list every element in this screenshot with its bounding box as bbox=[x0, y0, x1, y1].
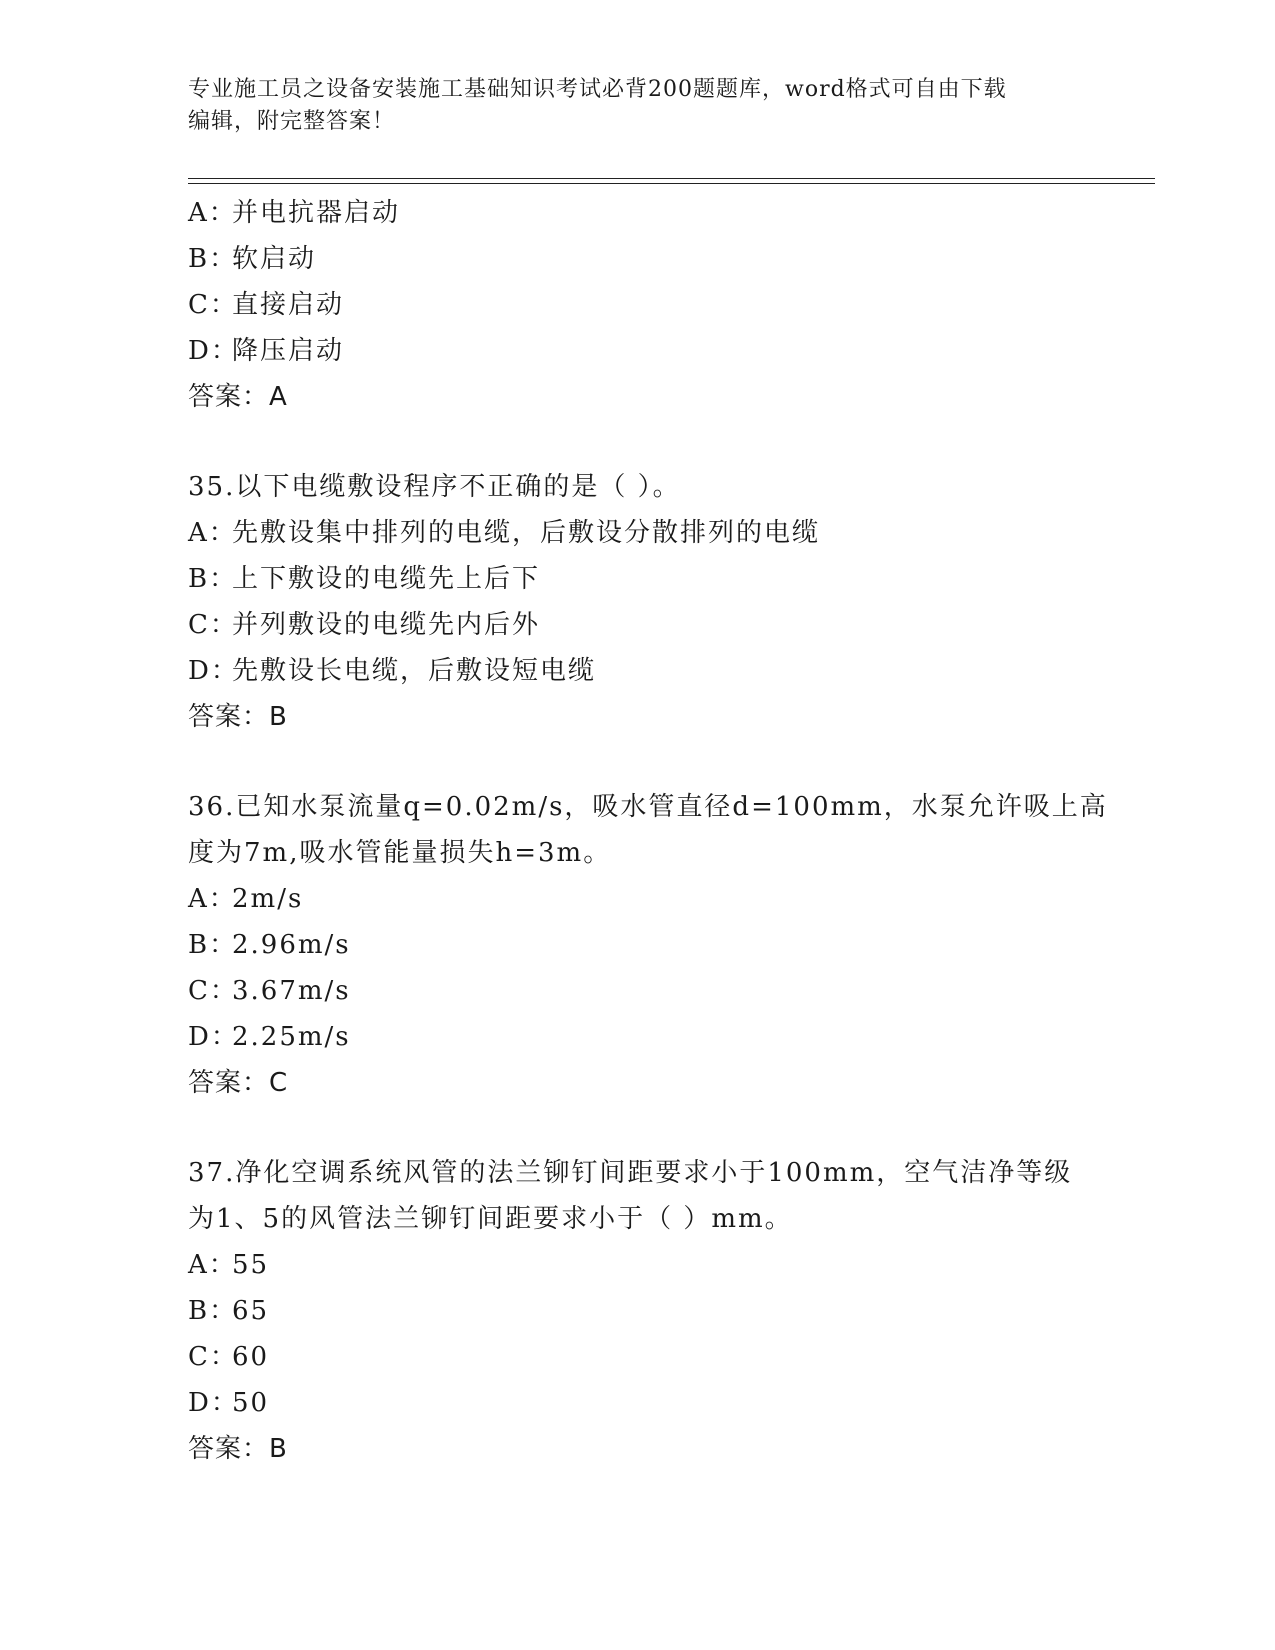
question-block bbox=[188, 1150, 1088, 1472]
option-text: 50 bbox=[232, 1388, 270, 1418]
option-text: 3.67m/s bbox=[232, 976, 351, 1006]
option-text: 2.25m/s bbox=[232, 1022, 351, 1052]
option-text: 先敷设集中排列的电缆，后敷设分散排列的电缆 bbox=[232, 518, 821, 548]
option-text: 60 bbox=[232, 1342, 270, 1372]
answer-key: 答案：B bbox=[188, 1434, 288, 1464]
answer-option bbox=[188, 648, 1088, 694]
option-label: A： bbox=[188, 884, 237, 914]
answer-option bbox=[188, 968, 1088, 1014]
option-label: D： bbox=[188, 1022, 239, 1052]
answer-option bbox=[188, 1242, 1088, 1288]
option-label: B： bbox=[188, 1296, 238, 1326]
question-stem: 为1、5的风管法兰铆钉间距要求小于（ ）mm。 bbox=[188, 1204, 793, 1234]
answer-option bbox=[188, 556, 1088, 602]
answer-option bbox=[188, 1334, 1088, 1380]
option-label: A： bbox=[188, 518, 237, 548]
option-label: B： bbox=[188, 564, 238, 594]
question-block bbox=[188, 464, 1088, 740]
option-text: 软启动 bbox=[232, 244, 317, 274]
question-list bbox=[188, 190, 1108, 1472]
question-gap bbox=[188, 420, 1088, 464]
question-stem: 36.已知水泵流量q=0.02m/s，吸水管直径d=100mm，水泵允许吸上高 bbox=[188, 792, 1108, 822]
document-header bbox=[188, 74, 1068, 138]
option-label: D： bbox=[188, 656, 239, 686]
header-rule-top bbox=[188, 178, 1155, 179]
option-label: C： bbox=[188, 976, 238, 1006]
option-text: 降压启动 bbox=[232, 336, 345, 366]
option-text: 先敷设长电缆，后敷设短电缆 bbox=[232, 656, 597, 686]
question-block bbox=[188, 784, 1108, 1106]
answer-option bbox=[188, 602, 1088, 648]
question-stem: 37.净化空调系统风管的法兰铆钉间距要求小于100mm，空气洁净等级 bbox=[188, 1158, 1073, 1188]
question-block bbox=[188, 190, 1088, 420]
answer-key: 答案：C bbox=[188, 1068, 289, 1098]
option-text: 65 bbox=[232, 1296, 270, 1326]
answer-option bbox=[188, 190, 1088, 236]
option-text: 55 bbox=[232, 1250, 270, 1280]
question-stem: 35.以下电缆敷设程序不正确的是（ ）。 bbox=[188, 472, 681, 502]
option-label: C： bbox=[188, 290, 238, 320]
answer-option bbox=[188, 1288, 1088, 1334]
header-line-2: 编辑，附完整答案！ bbox=[188, 109, 396, 134]
answer-option bbox=[188, 328, 1088, 374]
option-text: 并电抗器启动 bbox=[232, 198, 401, 228]
option-text: 直接启动 bbox=[232, 290, 345, 320]
header-line-1: 专业施工员之设备安装施工基础知识考试必背200题题库，word格式可自由下载 bbox=[188, 77, 1007, 102]
option-label: A： bbox=[188, 198, 237, 228]
option-label: B： bbox=[188, 244, 238, 274]
answer-key: 答案：B bbox=[188, 702, 288, 732]
answer-option bbox=[188, 876, 1088, 922]
answer-option bbox=[188, 1380, 1088, 1426]
option-label: C： bbox=[188, 1342, 238, 1372]
option-text: 并列敷设的电缆先内后外 bbox=[232, 610, 541, 640]
question-stem: 度为7m,吸水管能量损失h=3m。 bbox=[188, 838, 612, 868]
question-gap bbox=[188, 740, 1088, 784]
option-text: 上下敷设的电缆先上后下 bbox=[232, 564, 541, 594]
option-text: 2m/s bbox=[232, 884, 304, 914]
answer-option bbox=[188, 236, 1088, 282]
option-text: 2.96m/s bbox=[232, 930, 351, 960]
answer-option bbox=[188, 1014, 1088, 1060]
option-label: D： bbox=[188, 1388, 239, 1418]
answer-option bbox=[188, 922, 1088, 968]
option-label: D： bbox=[188, 336, 239, 366]
question-gap bbox=[188, 1106, 1088, 1150]
answer-option bbox=[188, 282, 1088, 328]
option-label: A： bbox=[188, 1250, 237, 1280]
answer-option bbox=[188, 510, 1088, 556]
header-rule-bottom bbox=[188, 183, 1155, 184]
option-label: C： bbox=[188, 610, 238, 640]
option-label: B： bbox=[188, 930, 238, 960]
answer-key: 答案：A bbox=[188, 382, 288, 412]
